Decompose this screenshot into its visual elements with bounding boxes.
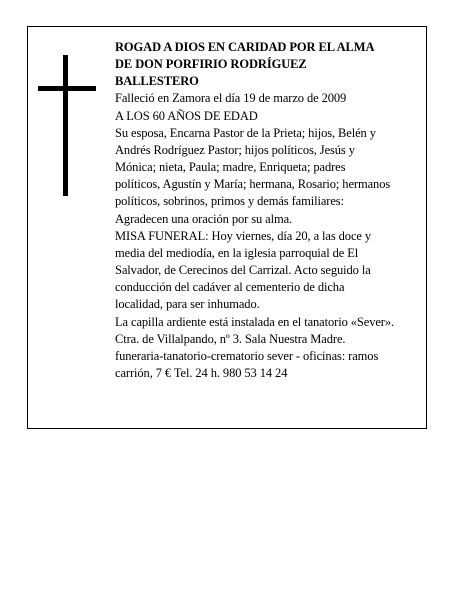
family-line: Andrés Rodríguez Pastor; hijos políticos, Jesús y bbox=[115, 142, 355, 157]
cross-horizontal-bar bbox=[38, 86, 96, 91]
family-line: Su esposa, Encarna Pastor de la Prieta; hijos, Belén y bbox=[115, 125, 376, 140]
address-line: Ctra. de Villalpando, nº 3. Sala Nuestra Madre. bbox=[115, 331, 346, 346]
chapel-line: La capilla ardiente está instalada en el tanatorio «Sever». bbox=[115, 314, 395, 329]
funeral-mass-line: conducción del cadáver al cementerio de dicha bbox=[115, 280, 345, 295]
family-line: políticos, sobrinos, primos y demás familiares: bbox=[115, 194, 344, 209]
heading-line: ROGAD A DIOS EN CARIDAD POR EL ALMA bbox=[115, 40, 375, 54]
family-line: Mónica; nieta, Paula; madre, Enriqueta; padres bbox=[115, 160, 346, 175]
funeral-home-line: carrión, 7 € Tel. 24 h. 980 53 14 24 bbox=[115, 365, 288, 380]
heading-line: BALLESTERO bbox=[115, 74, 199, 89]
funeral-mass-line: media del mediodía, en la iglesia parroquial de El bbox=[115, 245, 359, 260]
prayer-line: Agradecen una oración por su alma. bbox=[115, 211, 293, 226]
cross-icon bbox=[38, 55, 96, 196]
heading-line: DE DON PORFIRIO RODRÍGUEZ bbox=[115, 57, 307, 72]
death-date-line: Falleció en Zamora el día 19 de marzo de 2009 bbox=[115, 91, 347, 106]
cross-vertical-bar bbox=[63, 55, 68, 196]
notice-text bbox=[115, 39, 427, 382]
funeral-mass-line: Salvador, de Cerecinos del Carrizal. Acto seguido la bbox=[115, 263, 371, 278]
funeral-mass-line: MISA FUNERAL: Hoy viernes, día 20, a las doce y bbox=[115, 228, 372, 243]
family-line: políticos, Agustín y María; hermana, Rosario; hermanos bbox=[115, 177, 391, 192]
funeral-home-line: funeraria-tanatorio-crematorio sever - oficinas: ramos bbox=[115, 348, 379, 363]
funeral-mass-line: localidad, para ser inhumado. bbox=[115, 297, 260, 312]
age-line: A LOS 60 AÑOS DE EDAD bbox=[115, 108, 258, 123]
